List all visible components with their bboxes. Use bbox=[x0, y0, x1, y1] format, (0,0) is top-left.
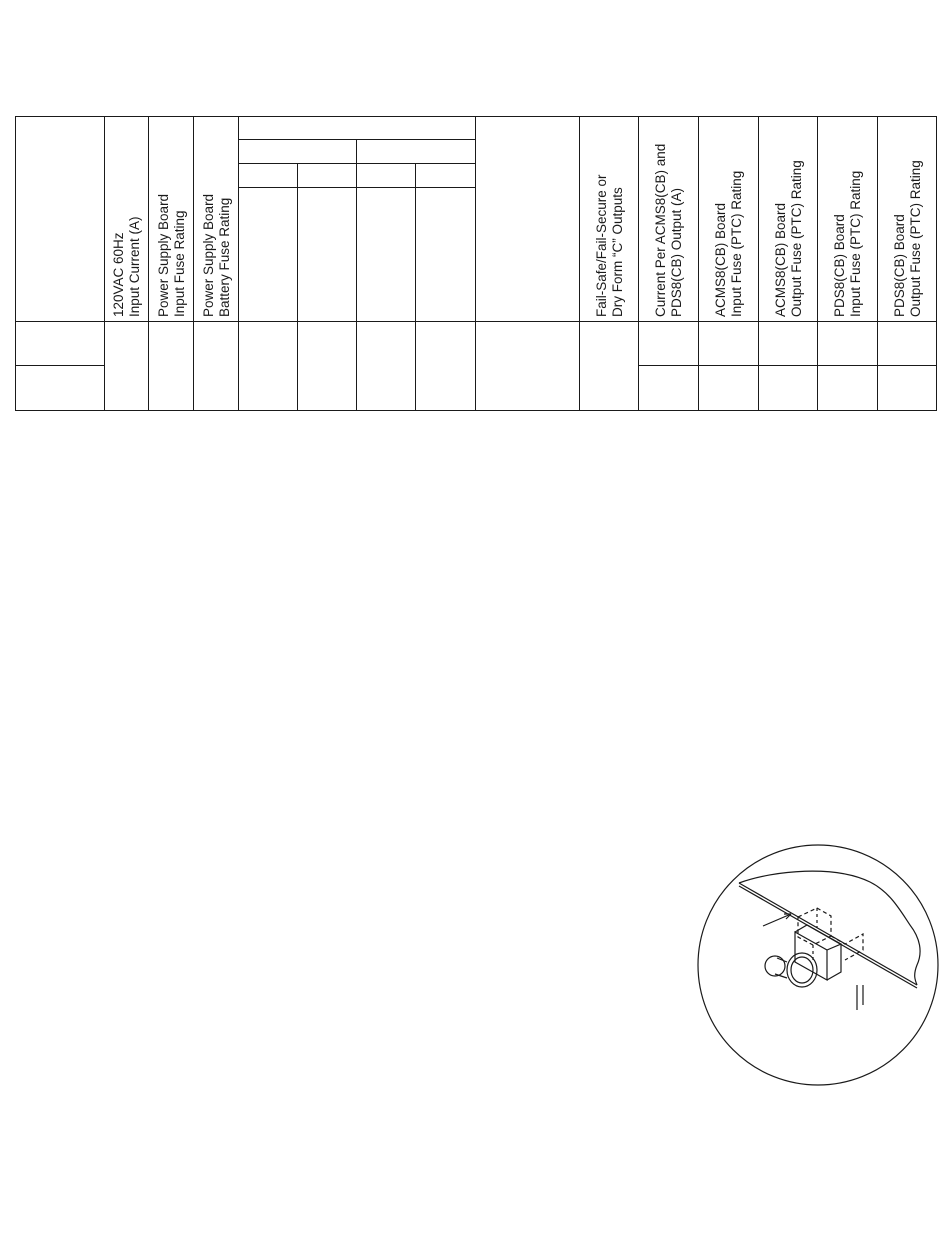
header-acms8-input-fuse: ACMS8(CB) Board Input Fuse (PTC) Rating bbox=[713, 170, 744, 317]
header-psb-input-fuse: Power Supply Board Input Fuse Rating bbox=[156, 193, 187, 317]
header-output-type: Fail-Safe/Fail-Secure or Dry Form “C” Outputs bbox=[594, 174, 625, 317]
specification-table bbox=[15, 116, 937, 411]
header-current-per-output: Current Per ACMS8(CB) and PDS8(CB) Output (A) bbox=[653, 143, 684, 317]
header-psb-battery-fuse: Power Supply Board Battery Fuse Rating bbox=[201, 193, 232, 317]
header-pds8-output-fuse: PDS8(CB) Board Output Fuse (PTC) Rating bbox=[892, 160, 923, 317]
standoff-mount-detail-icon bbox=[695, 840, 945, 1090]
mounting-detail-figure bbox=[695, 840, 945, 1090]
header-input-current: 120VAC 60Hz Input Current (A) bbox=[111, 216, 142, 317]
header-pds8-input-fuse: PDS8(CB) Board Input Fuse (PTC) Rating bbox=[832, 170, 863, 317]
header-acms8-output-fuse: ACMS8(CB) Board Output Fuse (PTC) Rating bbox=[773, 160, 804, 317]
